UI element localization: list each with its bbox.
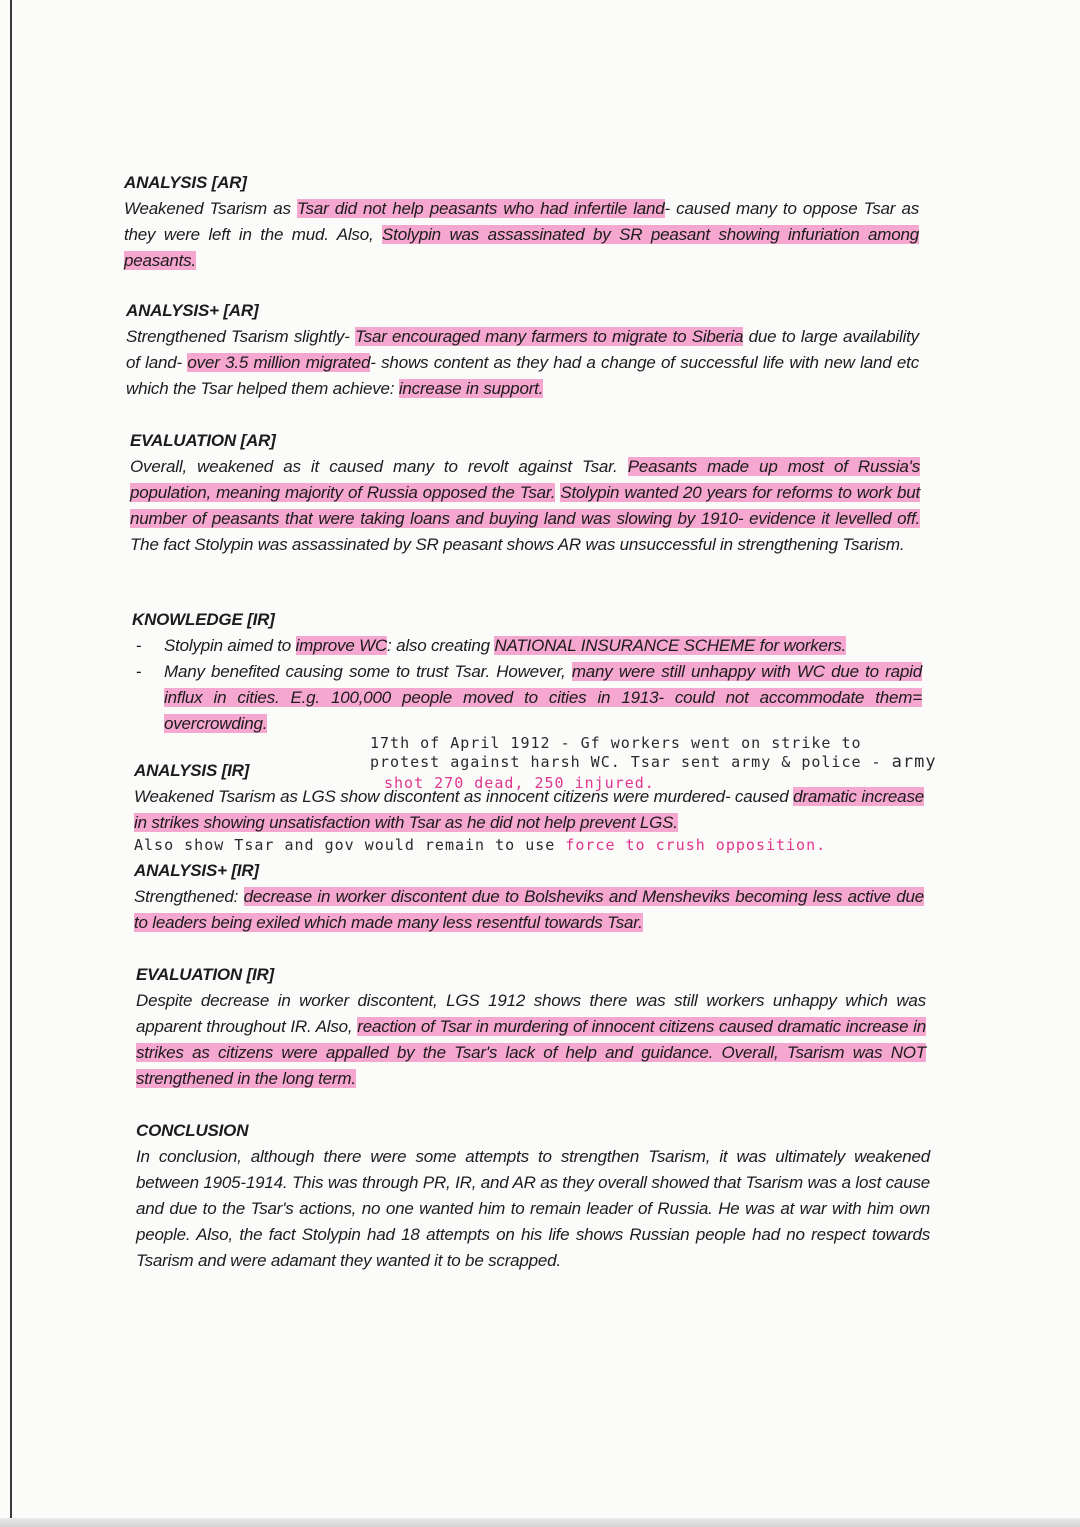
section-ir-knowledge xyxy=(132,607,922,737)
section-heading: ANALYSIS [IR] xyxy=(134,761,250,780)
handwritten-note-line-2: protest against harsh WC. Tsar sent army & police - army xyxy=(370,752,937,772)
section-body: Strengthened: decrease in worker discontent due to Bolsheviks and Mensheviks becoming less active due to leaders being exiled which made many less resentful towards Tsar. xyxy=(134,887,924,932)
highlight: Stolypin was assassinated by SR peasant showing infuriation among peasants. xyxy=(124,225,919,270)
list-item: - Many benefited causing some to trust Tsar. However, many were still unhappy with WC due to rapid influx in cities. E.g. 100,000 people moved to cities in 1913- could not accommodate them= overcrowding. xyxy=(136,662,922,733)
section-heading: EVALUATION [AR] xyxy=(130,431,276,450)
bullet-list xyxy=(132,633,922,737)
section-ar-analysis xyxy=(124,170,919,274)
highlight: NATIONAL INSURANCE SCHEME for workers. xyxy=(494,636,847,655)
section-heading: EVALUATION [IR] xyxy=(136,965,275,984)
highlight: decrease in worker discontent due to Bolsheviks and Mensheviks becoming less active due to leaders being exiled which made many less resentful towards Tsar. xyxy=(134,887,924,932)
section-ar-evaluation xyxy=(130,428,920,558)
section-heading: ANALYSIS [AR] xyxy=(124,173,247,192)
section-body: Despite decrease in worker discontent, LGS 1912 shows there was still workers unhappy which was apparent throughout IR. Also, reaction of Tsar in murdering of innocent citizens caused dramatic increase in strikes as citizens were appalled by the Tsar's lack of help and guidance. Overall, Tsarism was NOT strengthened in the long term. xyxy=(136,991,926,1088)
handwritten-note-line-1: 17th of April 1912 - Gf workers went on strike to xyxy=(370,734,862,752)
section-ar-analysis-plus xyxy=(126,298,919,402)
highlight: dramatic increase in strikes showing unsatisfaction with Tsar as he did not help prevent LGS. xyxy=(134,787,924,832)
section-ir-analysis-plus xyxy=(134,858,924,936)
handwritten-note-line-4: Also show Tsar and gov would remain to use force to crush opposition. xyxy=(134,836,827,854)
section-body: Weakened Tsarism as Tsar did not help peasants who had infertile land- caused many to oppose Tsar as they were left in the mud. Also, Stolypin was assassinated by SR peasant showing infuriation among peasants. xyxy=(124,199,920,270)
highlight: Peasants made up most of Russia's population, meaning majority of Russia opposed the Tsar. xyxy=(130,457,921,502)
highlight: many were still unhappy with WC due to rapid influx in cities. E.g. 100,000 people moved to cities in 1913- could not accommodate them= overcrowding. xyxy=(164,662,922,733)
section-ir-evaluation xyxy=(136,962,926,1092)
highlight: reaction of Tsar in murdering of innocent citizens caused dramatic increase in strikes as citizens were appalled by the Tsar's lack of help and guidance. Overall, Tsarism was NOT strengthened in the long term. xyxy=(136,1017,926,1088)
section-body: Strengthened Tsarism slightly- Tsar encouraged many farmers to migrate to Siberia due to large availability of land- over 3.5 million migrated- shows content as they had a change of successful life with new land etc which the Tsar helped them achieve: increase in support. xyxy=(126,327,919,398)
highlight: over 3.5 million migrated xyxy=(187,353,371,372)
page-edge-left xyxy=(10,0,12,1527)
highlight: Stolypin wanted 20 years for reforms to work but number of peasants that were taking loans and buying land was slowing by 1910- evidence it levelled off. xyxy=(130,483,921,528)
section-heading: ANALYSIS+ [AR] xyxy=(126,301,259,320)
section-heading: ANALYSIS+ [IR] xyxy=(134,861,259,880)
highlight: Tsar encouraged many farmers to migrate to Siberia xyxy=(355,327,744,346)
highlight: Tsar did not help peasants who had infertile land xyxy=(296,199,665,218)
highlight: increase in support. xyxy=(398,379,544,398)
section-body: In conclusion, although there were some attempts to strengthen Tsarism, it was ultimately weakened between 1905-1914. This was through PR, IR, and AR as they overall showed that Tsarism was a lost cause and due to the Tsar's actions, no one wanted him to remain leader of Russia. He was at war with him own people. Also, the fact Stolypin had 18 attempts on his life shows Russian people had no respect towards Tsarism and were adamant they wanted it to be scrapped. xyxy=(136,1147,930,1270)
section-body: Overall, weakened as it caused many to revolt against Tsar. Peasants made up most of Russia's population, meaning majority of Russia opposed the Tsar. Stolypin wanted 20 years for reforms to work but number of peasants that were taking loans and buying land was slowing by 1910- evidence it levelled off. The fact Stolypin was assassinated by SR peasant shows AR was unsuccessful in strengthening Tsarism. xyxy=(130,457,921,554)
page-edge-bottom xyxy=(0,1518,1080,1527)
list-item: - Stolypin aimed to improve WC: also creating NATIONAL INSURANCE SCHEME for workers. xyxy=(136,636,847,655)
section-body: Weakened Tsarism as LGS show discontent as innocent citizens were murdered- caused dramatic increase in strikes showing unsatisfaction with Tsar as he did not help prevent LGS. xyxy=(134,787,924,832)
handwritten-note-line-3: shot 270 dead, 250 injured. xyxy=(384,774,655,792)
section-heading: CONCLUSION xyxy=(136,1121,249,1140)
section-ir-analysis xyxy=(134,758,924,836)
section-conclusion xyxy=(136,1118,930,1274)
highlight: improve WC xyxy=(295,636,388,655)
section-heading: KNOWLEDGE [IR] xyxy=(132,610,275,629)
